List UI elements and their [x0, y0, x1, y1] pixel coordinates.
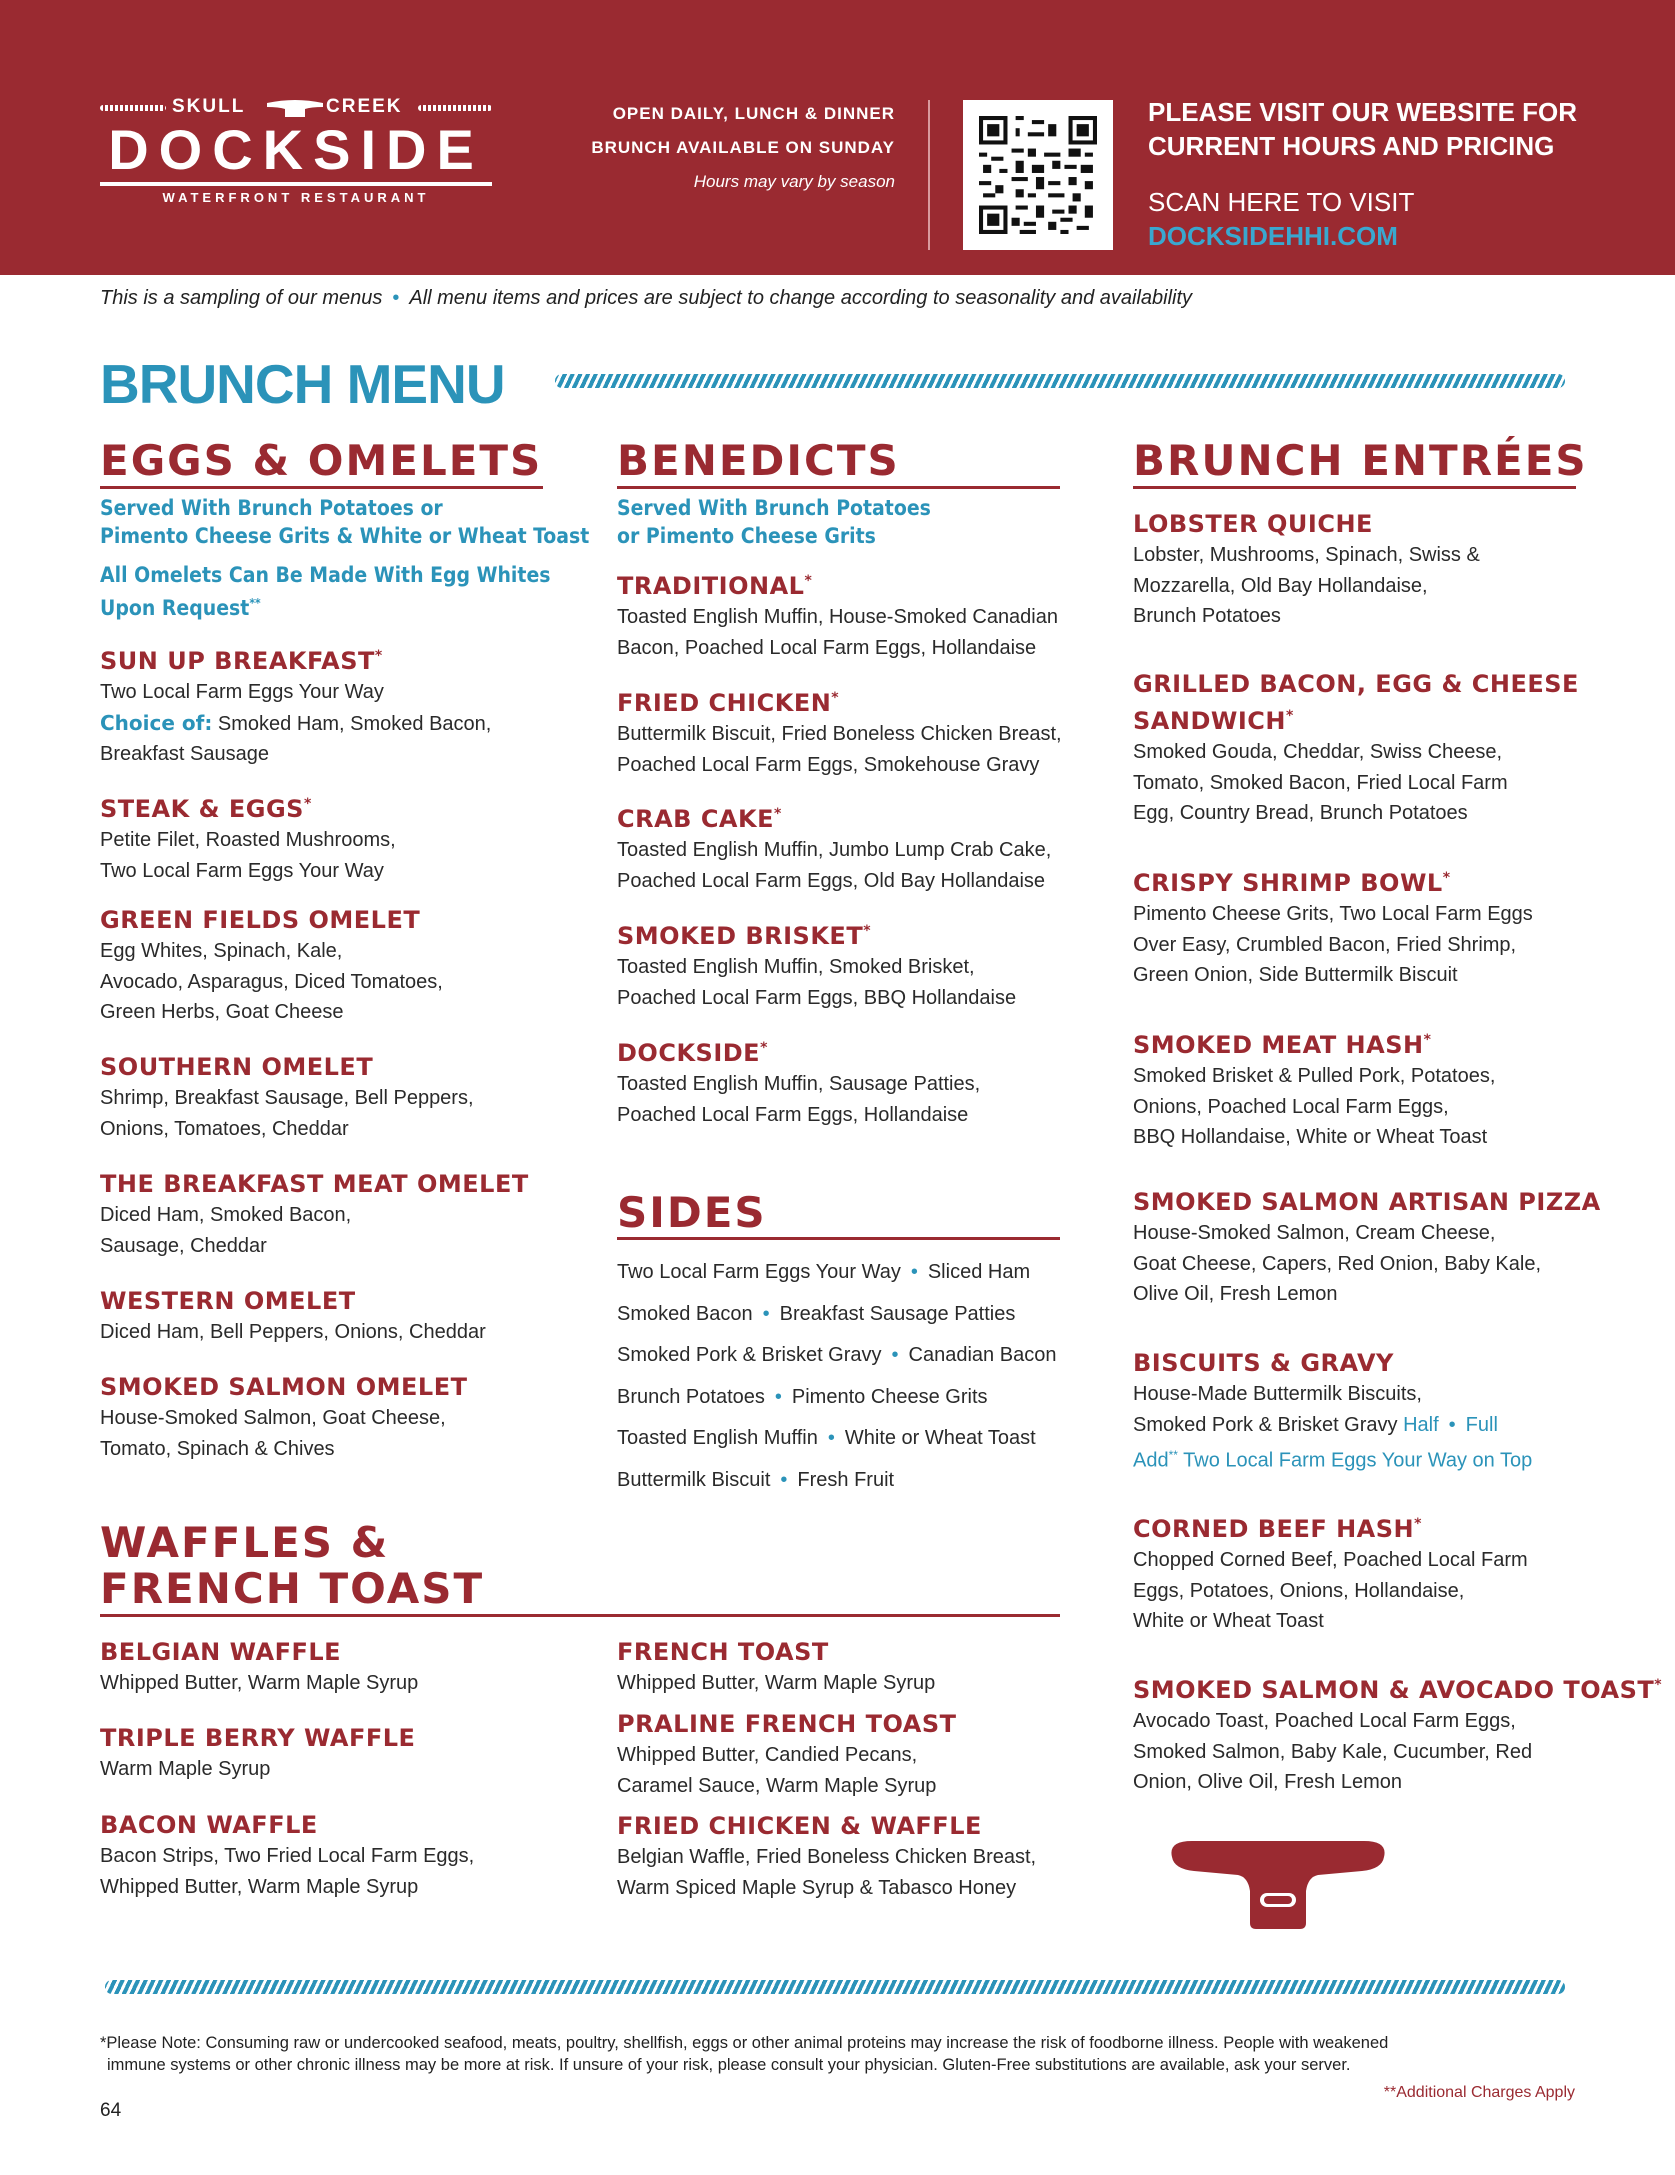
menu-item: SMOKED MEAT HASH* Smoked Brisket & Pulled Pork, Potatoes, Onions, Poached Local Farm Eggs, BBQ Hollandaise, White or Wheat Toast: [1133, 1031, 1496, 1148]
list-item: Buttermilk Biscuit • Fresh Fruit: [617, 1468, 895, 1491]
menu-disclaimer: This is a sampling of our menus • All menu items and prices are subject to change according to seasonality and availability: [100, 287, 1193, 309]
eggs-served-note: Served With Brunch Potatoes or Pimento Cheese Grits & White or Wheat Toast: [100, 496, 590, 548]
menu-item: GREEN FIELDS OMELET Egg Whites, Spinach, Kale, Avocado, Asparagus, Diced Tomatoes, Green Herbs, Goat Cheese: [100, 906, 443, 1023]
menu-item: FRIED CHICKEN & WAFFLE Belgian Waffle, Fried Boneless Chicken Breast, Warm Spiced Maple Syrup & Tabasco Honey: [617, 1812, 1037, 1899]
additional-charges-note: **Additional Charges Apply: [1383, 2084, 1575, 2101]
menu-item: CRAB CAKE* Toasted English Muffin, Jumbo Lump Crab Cake, Poached Local Farm Eggs, Old Bay Hollandaise: [617, 805, 1052, 892]
menu-item: LOBSTER QUICHE Lobster, Mushrooms, Spinach, Swiss & Mozzarella, Old Bay Hollandaise, Brunch Potatoes: [1133, 510, 1480, 627]
header-banner: [0, 0, 1675, 275]
list-item: Two Local Farm Eggs Your Way • Sliced Ham: [617, 1261, 1031, 1283]
menu-item: TRIPLE BERRY WAFFLE Warm Maple Syrup: [100, 1724, 416, 1780]
section-title-benedicts: BENEDICTS: [617, 436, 900, 485]
list-item: Smoked Bacon • Breakfast Sausage Patties: [617, 1302, 1016, 1325]
menu-item: PRALINE FRENCH TOAST Whipped Butter, Candied Pecans, Caramel Sauce, Warm Maple Syrup: [617, 1710, 957, 1797]
allergy-footnote: *Please Note: Consuming raw or undercooked seafood, meats, poultry, shellfish, eggs or other animal proteins may increase the risk of foodborne illness. People with weakened immune systems or other chronic illness may be more at risk. If unsure of your risk, please consult your physician. Gluten-Free substitutions are available, ask your server.: [100, 2034, 1389, 2074]
list-item: Smoked Pork & Brisket Gravy • Canadian Bacon: [617, 1344, 1057, 1366]
page-number: 64: [100, 2100, 122, 2121]
qr-code[interactable]: [963, 100, 1113, 250]
menu-item: TRADITIONAL* Toasted English Muffin, House-Smoked Canadian Bacon, Poached Local Farm Eggs, Hollandaise: [617, 572, 1058, 659]
section-title-waffles: WAFFLES & FRENCH TOAST: [100, 1518, 485, 1613]
qr-code-icon: [979, 116, 1097, 234]
boat-cleat-icon: [1168, 1835, 1388, 1930]
section-title-sides: SIDES: [617, 1188, 767, 1237]
section-title-eggs: EGGS & OMELETS: [100, 436, 543, 485]
list-item: Toasted English Muffin • White or Wheat Toast: [617, 1427, 1036, 1449]
logo-wordmark: DOCKSIDE: [108, 118, 484, 181]
sides-list: [617, 1252, 1077, 1501]
cleat-icon: [265, 99, 325, 119]
rope-divider-top: [555, 374, 1565, 388]
menu-item: DOCKSIDE* Toasted English Muffin, Sausage Patties, Poached Local Farm Eggs, Hollandaise: [617, 1039, 981, 1126]
hours-info: OPEN DAILY, LUNCH & DINNER BRUNCH AVAILABLE ON SUNDAY Hours may vary by season: [591, 104, 895, 191]
list-item: Brunch Potatoes • Pimento Cheese Grits: [617, 1385, 988, 1408]
logo-creek: CREEK: [326, 96, 403, 117]
menu-item: SMOKED SALMON ARTISAN PIZZA House-Smoked Salmon, Cream Cheese, Goat Cheese, Capers, Red Onion, Baby Kale, Olive Oil, Fresh Lemon: [1133, 1188, 1601, 1305]
menu-item: CRISPY SHRIMP BOWL* Pimento Cheese Grits, Two Local Farm Eggs Over Easy, Crumbled Bacon, Fried Shrimp, Green Onion, Side Buttermilk Biscuit: [1133, 869, 1533, 986]
menu-item: SOUTHERN OMELET Shrimp, Breakfast Sausage, Bell Peppers, Onions, Tomatoes, Cheddar: [100, 1053, 474, 1140]
section-title-entrees: BRUNCH ENTRÉES: [1133, 436, 1588, 485]
benedicts-served-note: Served With Brunch Potatoes or Pimento Cheese Grits: [617, 496, 931, 548]
menu-item: GRILLED BACON, EGG & CHEESE SANDWICH* Smoked Gouda, Cheddar, Swiss Cheese, Tomato, Smoked Bacon, Fried Local Farm Egg, Country Bread, Brunch Potatoes: [1133, 670, 1579, 824]
menu-item: FRIED CHICKEN* Buttermilk Biscuit, Fried Boneless Chicken Breast, Poached Local Farm Eggs, Smokehouse Gravy: [617, 689, 1062, 776]
page-title: BRUNCH MENU: [100, 353, 505, 415]
menu-item: SUN UP BREAKFAST* Two Local Farm Eggs Your Way Choice of: Smoked Ham, Smoked Bacon, Breakfast Sausage: [100, 647, 492, 765]
menu-item: CORNED BEEF HASH* Chopped Corned Beef, Poached Local Farm Eggs, Potatoes, Onions, Hollandaise, White or Wheat Toast: [1133, 1515, 1528, 1632]
menu-item: FRENCH TOAST Whipped Butter, Warm Maple Syrup: [617, 1638, 936, 1694]
menu-item: BISCUITS & GRAVY House-Made Buttermilk Biscuits, Smoked Pork & Brisket Gravy Half • Full Add** Two Local Farm Eggs Your Way on Top: [1133, 1349, 1533, 1472]
menu-item: STEAK & EGGS* Petite Filet, Roasted Mushrooms, Two Local Farm Eggs Your Way: [100, 795, 396, 882]
dockside-logo: [100, 78, 492, 213]
header-divider: [928, 100, 930, 250]
omelet-egg-white-note: All Omelets Can Be Made With Egg Whites Upon Request**: [100, 563, 551, 620]
menu-item: BELGIAN WAFFLE Whipped Butter, Warm Maple Syrup: [100, 1638, 419, 1694]
menu-item: THE BREAKFAST MEAT OMELET Diced Ham, Smoked Bacon, Sausage, Cheddar: [100, 1170, 529, 1257]
menu-item: SMOKED BRISKET* Toasted English Muffin, Smoked Brisket, Poached Local Farm Eggs, BBQ Hollandaise: [617, 922, 1017, 1009]
menu-item: WESTERN OMELET Diced Ham, Bell Peppers, Onions, Cheddar: [100, 1287, 486, 1343]
logo-subtitle: WATERFRONT RESTAURANT: [162, 190, 430, 205]
menu-item: SMOKED SALMON OMELET House-Smoked Salmon, Goat Cheese, Tomato, Spinach & Chives: [100, 1373, 468, 1460]
menu-item: SMOKED SALMON & AVOCADO TOAST* Avocado Toast, Poached Local Farm Eggs, Smoked Salmon, Baby Kale, Cucumber, Red Onion, Olive Oil, Fresh Lemon: [1133, 1676, 1663, 1793]
logo-skull: SKULL: [172, 96, 246, 117]
rope-divider-bottom: [105, 1980, 1565, 1994]
website-info: PLEASE VISIT OUR WEBSITE FOR CURRENT HOURS AND PRICING SCAN HERE TO VISIT DOCKSIDEHHI.COM: [1148, 97, 1578, 251]
website-link[interactable]: DOCKSIDEHHI.COM: [1148, 221, 1398, 251]
menu-item: BACON WAFFLE Bacon Strips, Two Fried Local Farm Eggs, Whipped Butter, Warm Maple Syrup: [100, 1811, 475, 1898]
